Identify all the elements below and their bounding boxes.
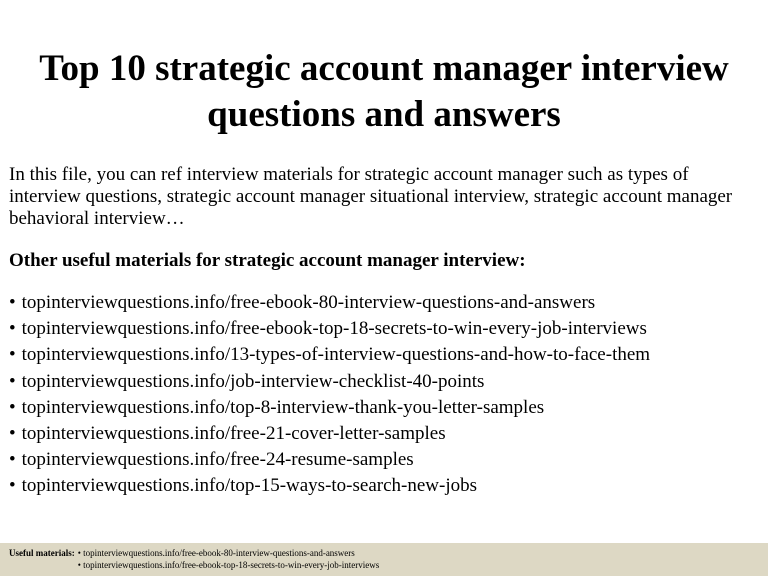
material-link[interactable]: topinterviewquestions.info/top-8-interview-thank-you-letter-samples	[21, 396, 545, 418]
list-item	[9, 473, 761, 499]
intro-paragraph: In this file, you can ref interview materials for strategic account manager such as types of interview questions, strategic account manager situational interview, strategic account manager behavioral interview…	[9, 164, 733, 229]
list-item	[9, 290, 761, 316]
bullet-icon: •	[9, 396, 16, 418]
list-item	[9, 395, 761, 421]
footer-bar	[0, 543, 768, 576]
footer-label: Useful materials:	[9, 548, 75, 558]
material-link[interactable]: topinterviewquestions.info/13-types-of-interview-questions-and-how-to-face-them	[21, 344, 651, 366]
footer-link[interactable]: • topinterviewquestions.info/free-ebook-top-18-secrets-to-win-every-job-interviews	[77, 560, 380, 570]
bullet-icon: •	[9, 344, 16, 366]
material-link[interactable]: topinterviewquestions.info/free-ebook-80-interview-questions-and-answers	[21, 292, 596, 313]
material-link[interactable]: topinterviewquestions.info/free-ebook-top-18-secrets-to-win-every-job-interviews	[21, 318, 647, 340]
materials-heading: Other useful materials for strategic account manager interview:	[9, 250, 526, 271]
list-item	[9, 447, 761, 473]
list-item	[9, 421, 761, 447]
materials-list	[9, 290, 761, 500]
material-link[interactable]: topinterviewquestions.info/top-15-ways-to-search-new-jobs	[21, 475, 478, 497]
footer-links	[78, 547, 380, 571]
footer-link[interactable]: • topinterviewquestions.info/free-ebook-80-interview-questions-and-answers	[77, 548, 355, 558]
list-item	[9, 342, 761, 368]
bullet-icon: •	[9, 422, 16, 444]
material-link[interactable]: topinterviewquestions.info/free-24-resume-samples	[21, 449, 414, 471]
bullet-icon: •	[9, 318, 16, 340]
slide-title	[0, 46, 768, 138]
material-link[interactable]: topinterviewquestions.info/free-21-cover-letter-samples	[21, 422, 446, 444]
footer-content	[9, 547, 379, 571]
bullet-icon: •	[9, 475, 16, 497]
bullet-icon: •	[9, 292, 16, 313]
material-link[interactable]: topinterviewquestions.info/job-interview-checklist-40-points	[21, 370, 485, 392]
bullet-icon: •	[9, 370, 16, 392]
slide-title-line-1: Top 10 strategic account manager interview	[39, 48, 729, 89]
list-item	[9, 316, 761, 342]
list-item	[9, 369, 761, 395]
slide-title-line-2: questions and answers	[207, 94, 561, 135]
bullet-icon: •	[9, 449, 16, 471]
